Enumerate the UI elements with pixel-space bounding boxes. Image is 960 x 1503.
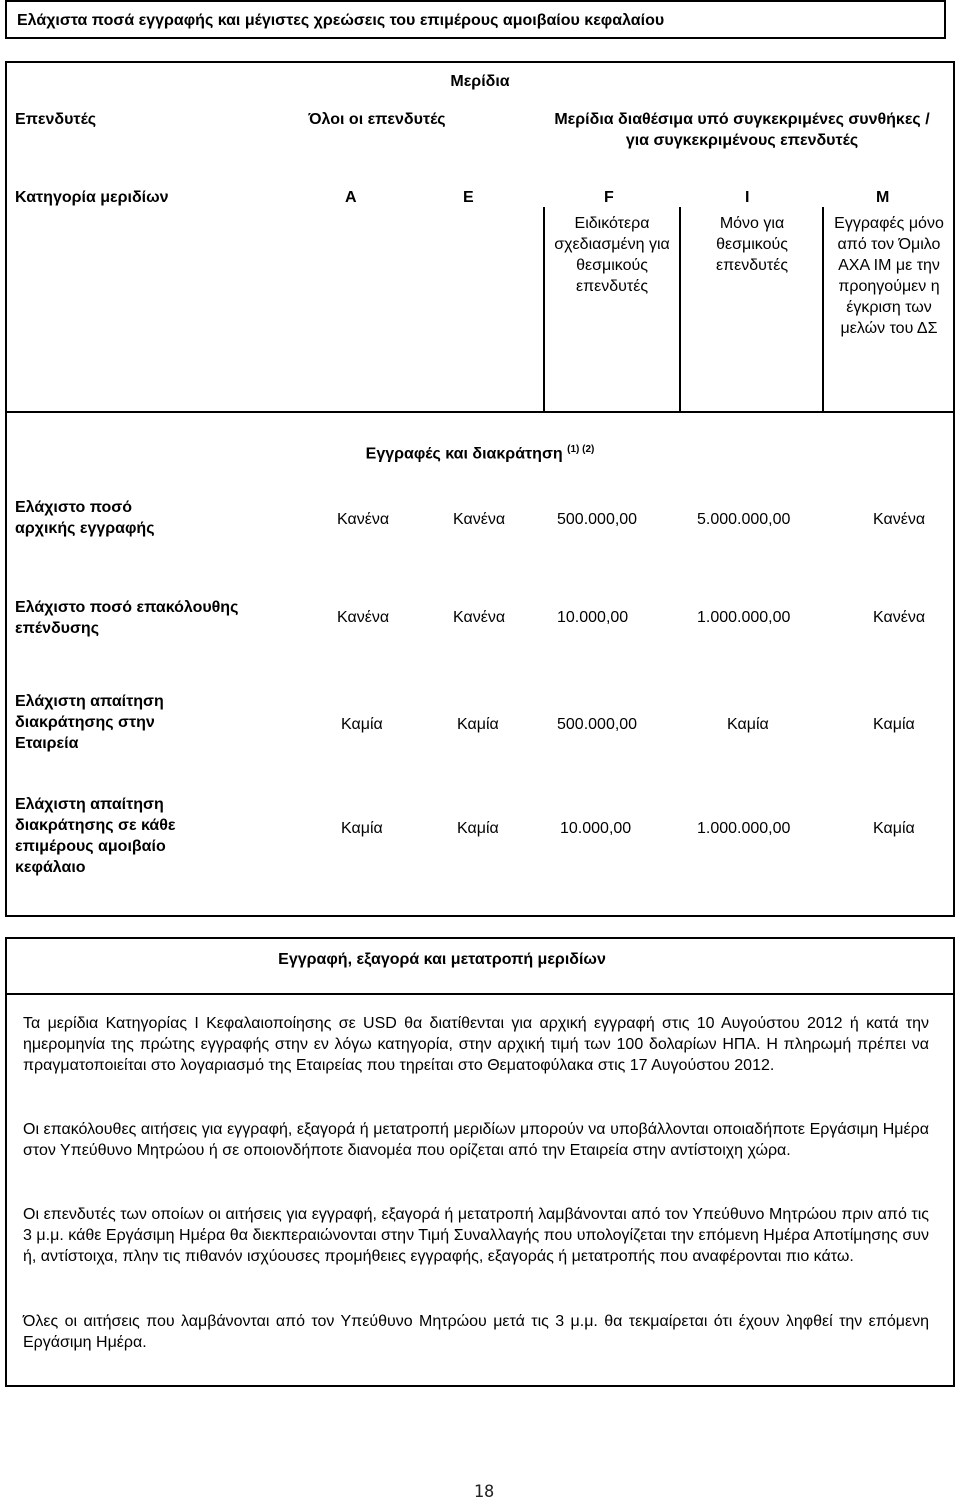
header-merida: Μερίδια bbox=[450, 73, 510, 90]
row-value-a: Καμία bbox=[341, 716, 383, 733]
section-title-sup: (1) (2) bbox=[567, 444, 595, 455]
divider-i-left bbox=[679, 207, 681, 413]
row-label: Ελάχιστη απαίτηση διακράτησης στην Εταιρεία bbox=[15, 693, 164, 752]
subscription-paragraph: Οι επακόλουθες αιτήσεις για εγγραφή, εξαγορά ή μετατροπή μεριδίων μπορούν να υποβάλλονται οποιαδήποτε Εργάσιμη Ημέρα στον Υπεύθυνο Μητρώου ή σε οποιονδήποτε διανομέα που ορίζεται από την Εταιρεία στην αντίστοιχη χώρα. bbox=[23, 1121, 929, 1159]
subscription-box bbox=[5, 937, 955, 1387]
row-label: Ελάχιστη απαίτηση διακράτησης σε κάθε επιμέρους αμοιβαίο κεφάλαιο bbox=[15, 796, 176, 876]
row-value-a: Κανένα bbox=[337, 609, 390, 626]
row-value-i: 5.000.000,00 bbox=[697, 511, 791, 528]
row-value-i: 1.000.000,00 bbox=[697, 609, 791, 626]
subscription-title-divider bbox=[7, 993, 953, 995]
section-title bbox=[7, 439, 953, 464]
subscription-paragraph: Όλες οι αιτήσεις που λαμβάνονται από τον Υπεύθυνο Μητρώου μετά τις 3 μ.μ. θα τεκμαίρεται ότι έχουν ληφθεί την επόμενη Εργάσιμη Ημέρα. bbox=[23, 1313, 929, 1351]
subscription-paragraph: Τα μερίδια Κατηγορίας I Κεφαλαιοποίησης σε USD θα διατίθενται για αρχική εγγραφή στις 10 Αυγούστου 2012 ή κατά την ημερομηνία της πρώτης εγγραφής στην εν λόγω κατηγορία, στην αρχική τιμή των 100 δολαρίων ΗΠΑ. Η πληρωμή πρέπει να πραγματοποιείται στο λογαριασμό της Εταιρείας που τηρείται στο Θεματοφύλακα στις 17 Αυγούστου 2012. bbox=[23, 1015, 929, 1074]
row-value-m: Κανένα bbox=[873, 511, 926, 528]
row-value-f: 10.000,00 bbox=[560, 820, 632, 837]
category-label: Κατηγορία μεριδίων bbox=[15, 189, 169, 206]
all-investors: Όλοι οι επενδυτές bbox=[308, 111, 446, 128]
class-f: F bbox=[604, 189, 614, 206]
row-value-a: Καμία bbox=[341, 820, 383, 837]
page-number: 18 bbox=[473, 1482, 495, 1502]
row-value-f: 500.000,00 bbox=[557, 511, 638, 528]
row-label: Ελάχιστο ποσό επακόλουθης επένδυσης bbox=[15, 599, 239, 637]
class-e: E bbox=[463, 189, 474, 206]
subscription-title: Εγγραφή, εξαγορά και μετατροπή μεριδίων bbox=[278, 951, 606, 968]
class-f-note: Ειδικότερα σχεδιασμένη για θεσμικούς επενδυτές bbox=[554, 215, 670, 295]
class-m: M bbox=[876, 189, 890, 206]
section-title-text: Εγγραφές και διακράτηση bbox=[365, 445, 563, 463]
row-value-e: Κανένα bbox=[453, 511, 506, 528]
divider-f-left bbox=[543, 207, 545, 413]
row-value-m: Καμία bbox=[873, 716, 915, 733]
class-i-note: Μόνο για θεσμικούς επενδυτές bbox=[715, 215, 789, 274]
subscription-paragraph: Οι επενδυτές των οποίων οι αιτήσεις για εγγραφή, εξαγορά ή μετατροπή λαμβάνονται από τον Υπεύθυνο Μητρώου πριν από τις 3 μ.μ. κάθε Εργάσιμη Ημέρα θα διεκπεραιώνονται στην Τιμή Συναλλαγής που υπολογίζεται την επόμενη Ημέρα Αποτίμησης συν ή, αντίστοιχα, πλην τις πιθανόν ισχύουσες προμήθειες εγγραφής, εξαγοράς ή μετατροπής που αναφέρονται πιο κάτω. bbox=[23, 1206, 929, 1265]
row-value-e: Καμία bbox=[457, 716, 499, 733]
row-label: Ελάχιστο ποσό αρχικής εγγραφής bbox=[15, 499, 155, 537]
row-value-i: Καμία bbox=[727, 716, 769, 733]
class-i: I bbox=[745, 189, 750, 206]
divider-notes-bottom bbox=[7, 411, 953, 413]
shares-table bbox=[5, 61, 955, 917]
row-value-m: Καμία bbox=[873, 820, 915, 837]
top-title-box bbox=[5, 0, 946, 39]
class-a: A bbox=[345, 189, 357, 206]
class-m-note: Εγγραφές μόνο από τον Όμιλο AXA IM με την προηγούμεν η έγκριση των μελών του ΔΣ bbox=[834, 215, 944, 337]
row-value-f: 10.000,00 bbox=[557, 609, 629, 626]
row-value-e: Καμία bbox=[457, 820, 499, 837]
specific-investors: Μερίδια διαθέσιμα υπό συγκεκριμένες συνθήκες / για συγκεκριμένους επενδυτές bbox=[554, 111, 930, 149]
row-value-m: Κανένα bbox=[873, 609, 926, 626]
row-value-f: 500.000,00 bbox=[557, 716, 638, 733]
investors-label: Επενδυτές bbox=[15, 111, 97, 128]
row-value-a: Κανένα bbox=[337, 511, 390, 528]
top-title: Ελάχιστα ποσά εγγραφής και μέγιστες χρεώσεις του επιμέρους αμοιβαίου κεφαλαίου bbox=[17, 12, 665, 29]
row-value-i: 1.000.000,00 bbox=[697, 820, 791, 837]
divider-m-left bbox=[822, 207, 824, 413]
row-value-e: Κανένα bbox=[453, 609, 506, 626]
